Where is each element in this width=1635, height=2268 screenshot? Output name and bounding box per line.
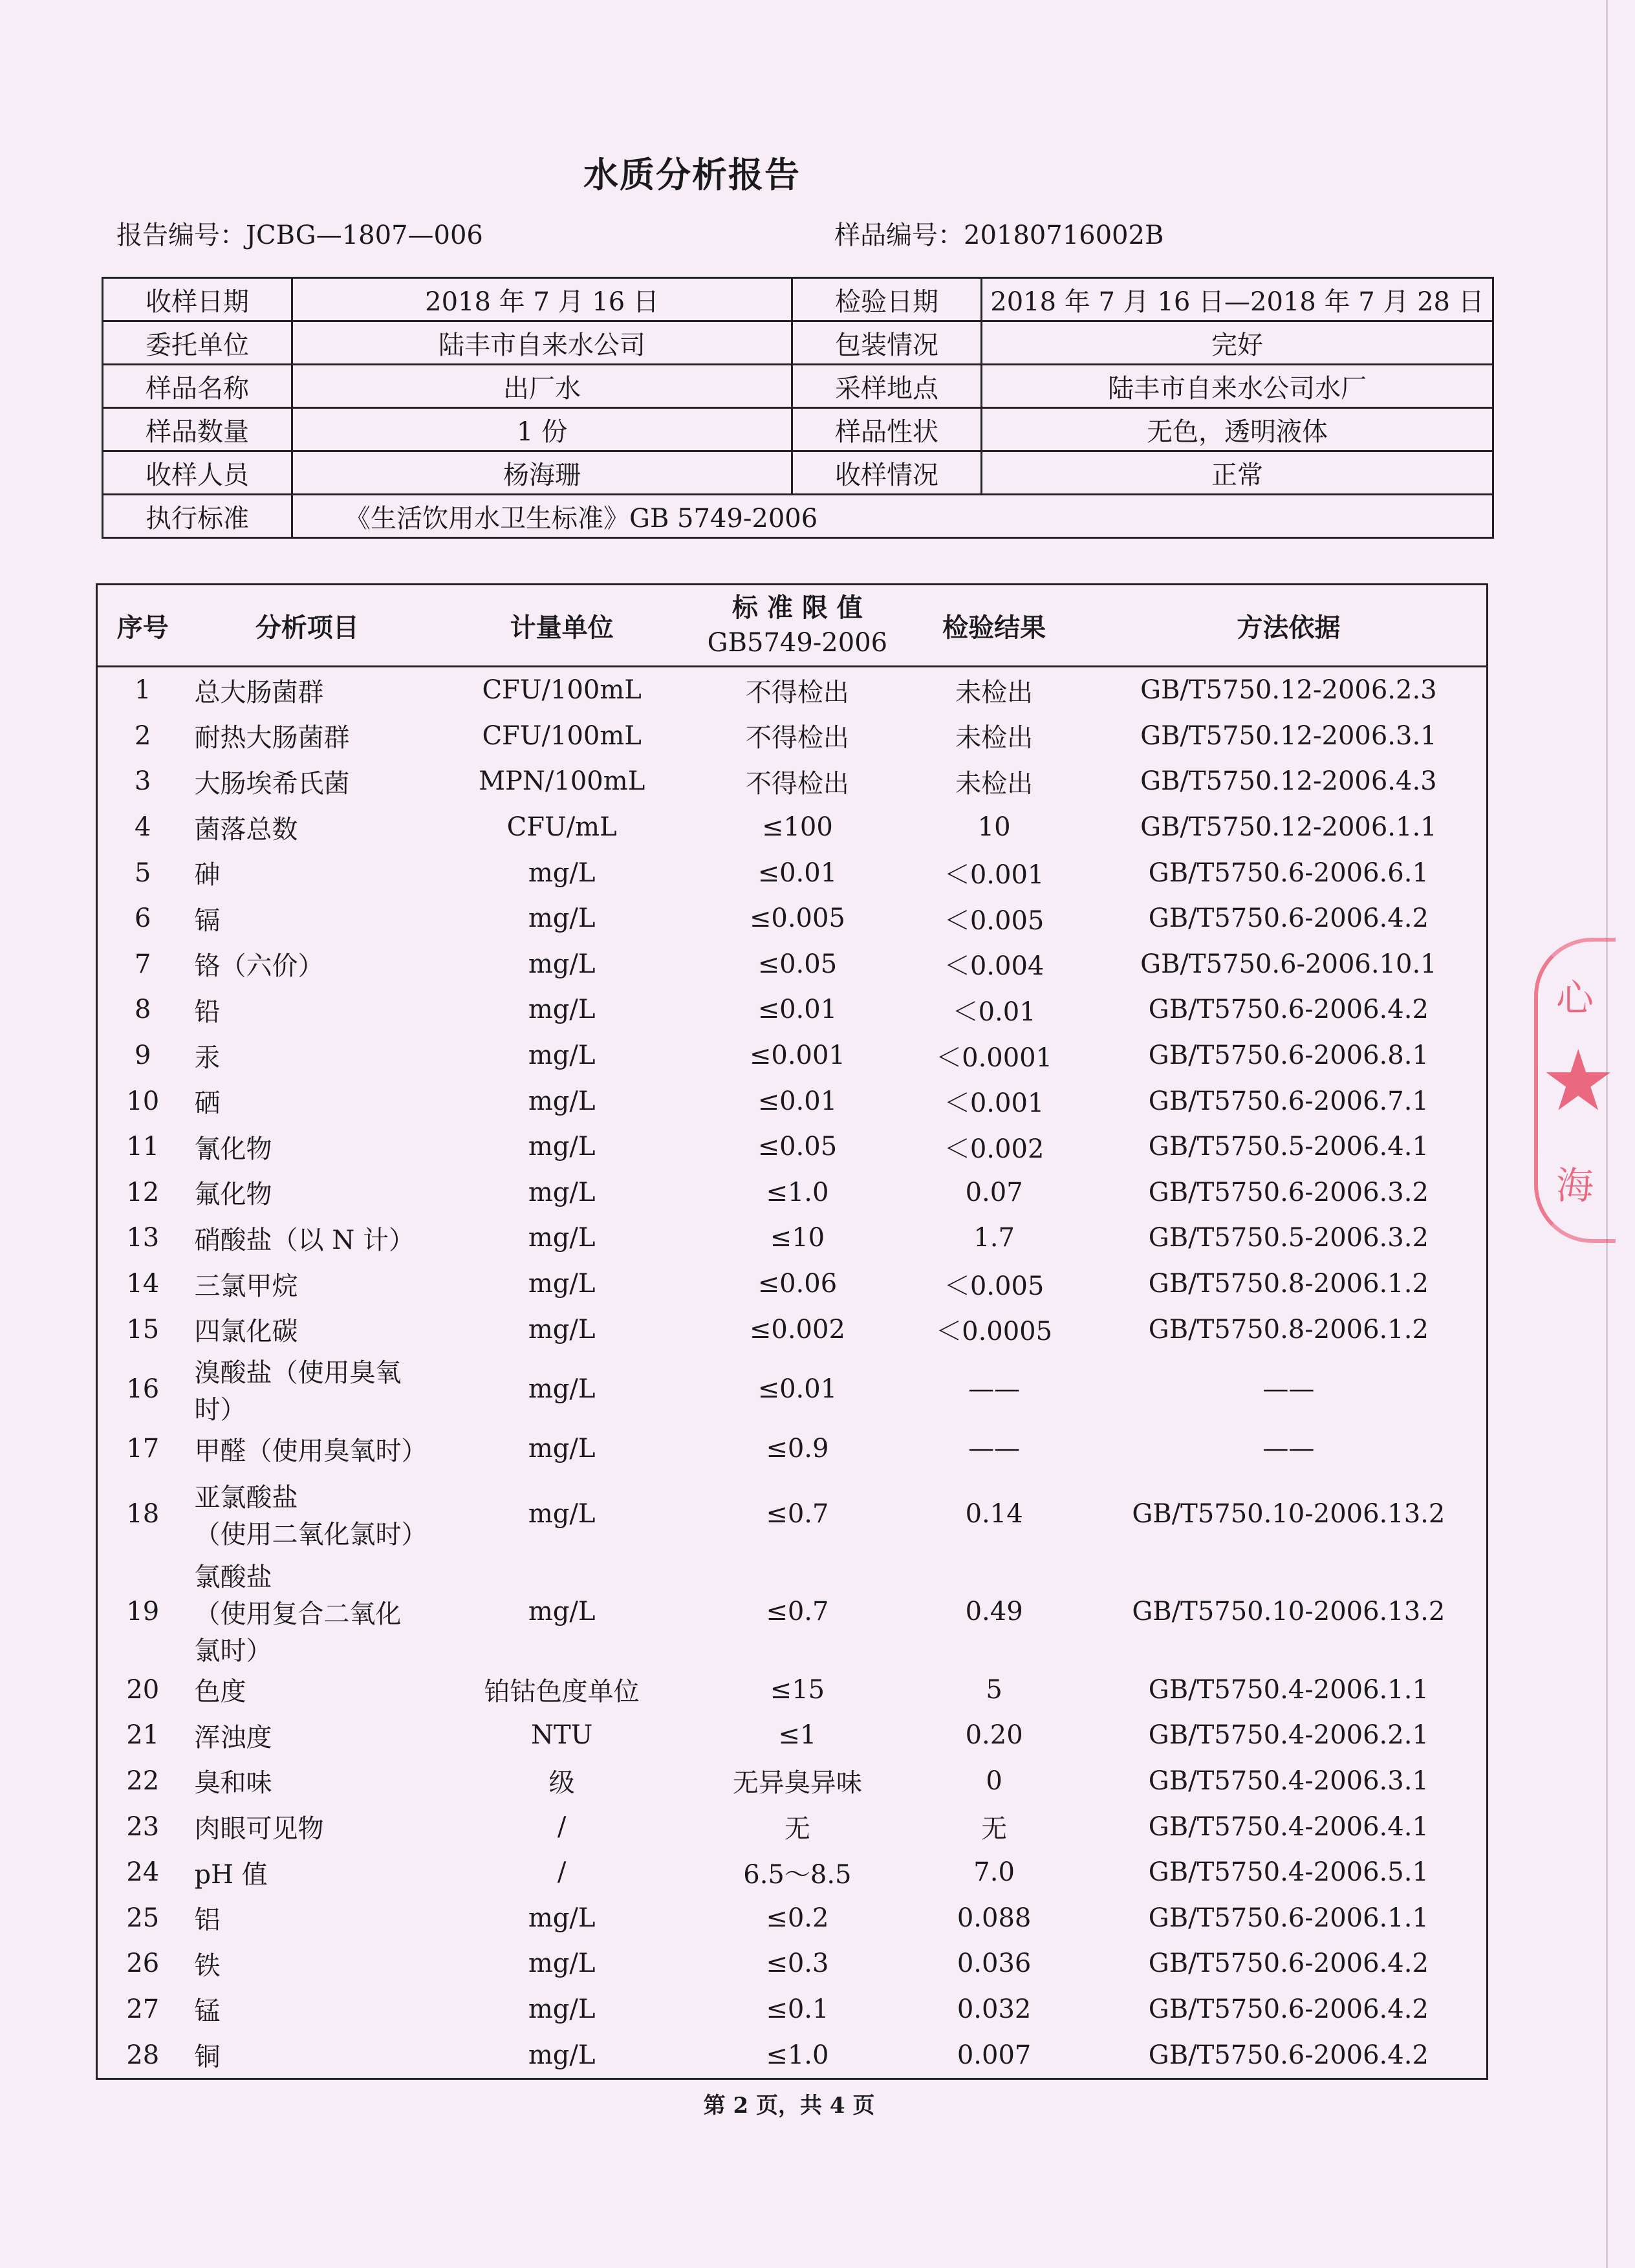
- info-row: [103, 451, 1493, 495]
- result-method: GB/T5750.4-2006.3.1: [1091, 1758, 1488, 1804]
- result-method: GB/T5750.6-2006.4.2: [1091, 1987, 1488, 2033]
- info-row-standard: [103, 495, 1493, 538]
- result-limit: ≤0.1: [766, 1994, 829, 2024]
- result-item: 砷: [194, 860, 221, 891]
- result-row: [97, 1850, 1488, 1895]
- sample-number: 样品编号：20180716002B: [834, 221, 1164, 250]
- result-row: [97, 1352, 1488, 1426]
- result-limit: ≤0.001: [749, 1041, 845, 1071]
- result-item: 甲醛（使用臭氧时）: [194, 1436, 428, 1466]
- result-limit: ≤0.2: [766, 1903, 829, 1933]
- result-method: GB/T5750.4-2006.1.1: [1091, 1667, 1488, 1713]
- result-limit: 不得检出: [745, 723, 849, 753]
- info-value: 2018 年 7 月 16 日—2018 年 7 月 28 日: [982, 278, 1493, 321]
- result-unit: mg/L: [528, 1314, 596, 1345]
- result-value: ＜0.005: [944, 905, 1045, 936]
- result-limit: 不得检出: [745, 768, 849, 799]
- result-item: 铜: [188, 2032, 427, 2079]
- result-value: 1.7: [973, 1223, 1015, 1253]
- result-limit: ≤0.01: [757, 858, 838, 888]
- result-method: GB/T5750.12-2006.1.1: [1091, 805, 1488, 850]
- result-method: GB/T5750.8-2006.1.2: [1091, 1306, 1488, 1352]
- result-value: ＜0.01: [952, 997, 1036, 1027]
- result-item: 四氯化碳: [194, 1317, 298, 1347]
- result-row: [97, 1712, 1488, 1758]
- result-value: 无: [981, 1814, 1008, 1844]
- result-row: [97, 1306, 1488, 1352]
- result-no: 20: [97, 1667, 188, 1713]
- result-item: 三氯甲烷: [194, 1271, 298, 1301]
- info-value: 杨海珊: [292, 451, 792, 495]
- result-row: [97, 1261, 1488, 1307]
- result-no: 27: [97, 1987, 188, 2033]
- result-item: 锰: [194, 1996, 221, 2027]
- result-method: GB/T5750.10-2006.13.2: [1091, 1557, 1488, 1667]
- result-limit: ≤0.05: [757, 949, 838, 979]
- result-no: 17: [97, 1426, 188, 1472]
- info-row: [103, 408, 1493, 451]
- result-method: GB/T5750.6-2006.4.2: [1091, 987, 1488, 1033]
- results-header-row: [97, 585, 1488, 667]
- result-unit: mg/L: [426, 2032, 697, 2079]
- result-method: GB/T5750.5-2006.3.2: [1091, 1215, 1488, 1261]
- result-item: 总大肠菌群: [194, 677, 324, 707]
- result-item: pH 值: [194, 1859, 268, 1890]
- result-no: 15: [97, 1306, 188, 1352]
- result-no: 16: [97, 1352, 188, 1426]
- result-no: 7: [97, 942, 188, 988]
- result-item: [188, 1472, 427, 1557]
- header-limit-line1: 标 准 限 值: [731, 592, 863, 623]
- result-unit: mg/L: [528, 995, 596, 1025]
- result-limit: 不得检出: [745, 677, 849, 707]
- result-method: GB/T5750.4-2006.4.1: [1091, 1804, 1488, 1850]
- analysis-results-table: [96, 583, 1488, 2080]
- result-no: 11: [97, 1124, 188, 1170]
- result-unit: mg/L: [528, 1086, 596, 1116]
- result-no: 26: [97, 1941, 188, 1987]
- info-label: 检验日期: [792, 278, 982, 321]
- result-value: ＜0.002: [944, 1134, 1045, 1164]
- info-label: 包装情况: [792, 321, 982, 365]
- result-limit: ≤15: [770, 1674, 825, 1705]
- result-no: 19: [97, 1557, 188, 1667]
- result-item: 硒: [194, 1088, 221, 1119]
- page-number: 第 2 页，共 4 页: [703, 2093, 875, 2119]
- header-limit-line2: GB5749-2006: [707, 628, 888, 658]
- result-row: [97, 987, 1488, 1033]
- result-value: ＜0.0005: [936, 1317, 1053, 1347]
- result-row: [97, 850, 1488, 896]
- result-limit: ≤0.05: [757, 1132, 838, 1162]
- header-item: 分析项目: [188, 585, 427, 667]
- info-value: 正常: [982, 451, 1493, 495]
- result-item-line2: （使用复合二氧化氯时）: [194, 1599, 402, 1666]
- result-limit: ≤0.9: [766, 1434, 829, 1464]
- result-item: 大肠埃希氏菌: [194, 768, 350, 799]
- result-row: [97, 1472, 1488, 1557]
- result-value: 0.14: [965, 1499, 1023, 1529]
- result-unit: mg/L: [528, 858, 596, 888]
- result-unit: mg/L: [528, 1177, 596, 1207]
- result-unit: mg/L: [528, 1434, 596, 1464]
- info-value: 无色，透明液体: [982, 408, 1493, 451]
- result-no: 5: [97, 850, 188, 896]
- result-item: 氰化物: [194, 1134, 272, 1164]
- result-unit: mg/L: [528, 1132, 596, 1162]
- info-label: 样品名称: [103, 365, 292, 408]
- result-limit: ≤0.01: [757, 995, 838, 1025]
- result-value: 0.088: [957, 1903, 1032, 1933]
- result-value: ＜0.004: [944, 951, 1045, 982]
- result-row: [97, 759, 1488, 805]
- result-limit: ≤0.7: [766, 1597, 829, 1626]
- result-unit: CFU/mL: [506, 812, 617, 843]
- info-row: [103, 321, 1493, 365]
- result-no: 13: [97, 1215, 188, 1261]
- result-no: 18: [97, 1472, 188, 1557]
- result-value: 0.007: [898, 2032, 1091, 2079]
- result-row: [97, 896, 1488, 942]
- result-row: [97, 1987, 1488, 2033]
- result-item: 硝酸盐（以 N 计）: [194, 1225, 415, 1255]
- result-unit: mg/L: [528, 1269, 596, 1299]
- info-label: 采样地点: [792, 365, 982, 408]
- result-value: ＜0.001: [944, 1088, 1045, 1119]
- result-value: 0.49: [965, 1597, 1023, 1626]
- result-item-line1: 氯酸盐: [194, 1562, 272, 1592]
- result-value: 未检出: [955, 768, 1034, 799]
- result-no: 9: [97, 1033, 188, 1079]
- result-item: 肉眼可见物: [194, 1814, 324, 1844]
- header-method: 方法依据: [1091, 585, 1488, 667]
- result-no: 21: [97, 1712, 188, 1758]
- result-row: [97, 1426, 1488, 1472]
- result-limit: ≤0.01: [757, 1086, 838, 1116]
- info-value: 陆丰市自来水公司: [292, 321, 792, 365]
- result-no: 22: [97, 1758, 188, 1804]
- result-method: GB/T5750.8-2006.1.2: [1091, 1261, 1488, 1307]
- result-row: [97, 1895, 1488, 1941]
- result-unit: /: [557, 1811, 567, 1842]
- result-no: 24: [97, 1850, 188, 1895]
- result-item: 汞: [194, 1042, 221, 1073]
- result-unit: mg/L: [528, 1374, 596, 1404]
- result-value: ＜0.005: [944, 1271, 1045, 1301]
- result-item: 溴酸盐（使用臭氧时）: [194, 1357, 402, 1425]
- result-row: [97, 1033, 1488, 1079]
- result-limit: ≤1: [778, 1720, 817, 1751]
- result-no: 28: [97, 2032, 188, 2079]
- result-method: GB/T5750.6-2006.8.1: [1091, 1033, 1488, 1079]
- result-value: ——: [968, 1434, 1021, 1464]
- result-no: 3: [97, 759, 188, 805]
- result-limit: ≤1.0: [766, 1177, 829, 1207]
- result-no: 1: [97, 667, 188, 713]
- result-unit: 级: [548, 1768, 575, 1798]
- result-value: ＜0.001: [944, 860, 1045, 891]
- result-row: [97, 667, 1488, 713]
- standard-value: 《生活饮用水卫生标准》GB 5749-2006: [292, 495, 1493, 538]
- info-row: [103, 365, 1493, 408]
- result-value: 5: [986, 1674, 1002, 1705]
- result-method: GB/T5750.6-2006.7.1: [1091, 1078, 1488, 1124]
- result-item: 铅: [194, 997, 221, 1027]
- header-unit: 计量单位: [426, 585, 697, 667]
- result-row: [97, 942, 1488, 988]
- result-no: 14: [97, 1261, 188, 1307]
- info-value: 出厂水: [292, 365, 792, 408]
- result-value: 0.032: [957, 1994, 1032, 2024]
- result-limit: ≤0.7: [766, 1499, 829, 1529]
- result-value: ＜0.0001: [936, 1042, 1053, 1073]
- result-no: 8: [97, 987, 188, 1033]
- result-limit: 6.5～8.5: [743, 1859, 852, 1890]
- seal-character: 心: [1556, 976, 1594, 1020]
- result-item: 铬（六价）: [194, 951, 324, 982]
- result-row: [97, 1170, 1488, 1216]
- result-row: [97, 1758, 1488, 1804]
- result-unit: NTU: [530, 1720, 593, 1751]
- result-unit: mg/L: [528, 1949, 596, 1979]
- result-limit: 无异臭异味: [732, 1768, 862, 1798]
- result-unit: 铂钴色度单位: [484, 1677, 640, 1707]
- header-result: 检验结果: [898, 585, 1091, 667]
- result-no: 4: [97, 805, 188, 850]
- info-label: 样品性状: [792, 408, 982, 451]
- result-unit: CFU/100mL: [482, 675, 642, 706]
- result-item: 镉: [194, 905, 221, 936]
- result-value: 0.20: [965, 1720, 1023, 1751]
- result-method: GB/T5750.10-2006.13.2: [1091, 1472, 1488, 1557]
- result-method: GB/T5750.4-2006.5.1: [1091, 1850, 1488, 1895]
- result-unit: mg/L: [528, 1223, 596, 1253]
- info-label: 收样情况: [792, 451, 982, 495]
- result-unit: mg/L: [528, 1903, 596, 1933]
- result-row: [97, 1215, 1488, 1261]
- result-unit: mg/L: [528, 1597, 596, 1626]
- header-limit: [697, 585, 897, 667]
- result-row: [97, 1941, 1488, 1987]
- result-no: 2: [97, 713, 188, 759]
- result-unit: mg/L: [528, 1499, 596, 1529]
- result-limit: ≤0.01: [757, 1374, 838, 1404]
- result-value: 10: [977, 812, 1011, 843]
- info-value: 1 份: [292, 408, 792, 451]
- result-method: GB/T5750.6-2006.6.1: [1091, 850, 1488, 896]
- info-row: [103, 278, 1493, 321]
- result-value: 0: [986, 1766, 1002, 1796]
- seal-star-icon: ★: [1541, 1031, 1616, 1130]
- seal-character: 海: [1556, 1163, 1594, 1207]
- result-unit: mg/L: [528, 903, 596, 934]
- result-item-line1: 亚氯酸盐: [194, 1483, 298, 1513]
- result-method: ——: [1091, 1426, 1488, 1472]
- result-unit: mg/L: [528, 949, 596, 979]
- result-value: 0.07: [965, 1177, 1023, 1207]
- result-limit: ≤0.002: [749, 1314, 845, 1345]
- result-row: [97, 713, 1488, 759]
- result-method: GB/T5750.6-2006.3.2: [1091, 1170, 1488, 1216]
- result-method: GB/T5750.4-2006.2.1: [1091, 1712, 1488, 1758]
- result-row: [97, 1557, 1488, 1667]
- result-unit: mg/L: [528, 1994, 596, 2024]
- info-label: 委托单位: [103, 321, 292, 365]
- result-method: GB/T5750.12-2006.3.1: [1091, 713, 1488, 759]
- result-value: 0.036: [957, 1949, 1032, 1979]
- result-limit: ≤10: [770, 1223, 825, 1253]
- result-item: 耐热大肠菌群: [194, 723, 350, 753]
- result-row: [97, 1078, 1488, 1124]
- result-limit: ≤0.3: [766, 1949, 829, 1979]
- result-no: 6: [97, 896, 188, 942]
- result-no: 23: [97, 1804, 188, 1850]
- info-value: 2018 年 7 月 16 日: [292, 278, 792, 321]
- result-method: GB/T5750.6-2006.4.2: [1091, 896, 1488, 942]
- result-method: GB/T5750.12-2006.4.3: [1091, 759, 1488, 805]
- result-limit: ≤100: [761, 812, 833, 843]
- info-value: 完好: [982, 321, 1493, 365]
- result-row: [97, 2032, 1488, 2079]
- official-seal: [1534, 938, 1616, 1243]
- result-item: 氟化物: [194, 1180, 272, 1210]
- result-limit: ≤1.0: [697, 2032, 897, 2079]
- result-method: GB/T5750.6-2006.4.2: [1091, 2032, 1488, 2079]
- result-no: 12: [97, 1170, 188, 1216]
- result-method: GB/T5750.5-2006.4.1: [1091, 1124, 1488, 1170]
- result-row: [97, 1667, 1488, 1713]
- result-item: 臭和味: [194, 1768, 272, 1798]
- result-value: 7.0: [973, 1857, 1015, 1888]
- info-value: 陆丰市自来水公司水厂: [982, 365, 1493, 408]
- result-method: GB/T5750.12-2006.2.3: [1091, 667, 1488, 713]
- result-method: GB/T5750.6-2006.1.1: [1091, 1895, 1488, 1941]
- info-label: 收样人员: [103, 451, 292, 495]
- result-row: [97, 805, 1488, 850]
- result-item: 色度: [194, 1677, 246, 1707]
- result-row: [97, 1124, 1488, 1170]
- result-unit: /: [557, 1857, 567, 1888]
- standard-label: 执行标准: [103, 495, 292, 538]
- result-value: 未检出: [955, 723, 1034, 753]
- result-item: 浑浊度: [194, 1722, 272, 1753]
- result-unit: CFU/100mL: [482, 720, 642, 751]
- info-label: 样品数量: [103, 408, 292, 451]
- result-no: 25: [97, 1895, 188, 1941]
- result-method: ——: [1091, 1352, 1488, 1426]
- result-method: GB/T5750.6-2006.4.2: [1091, 1941, 1488, 1987]
- result-item: [188, 1557, 427, 1667]
- result-no: 10: [97, 1078, 188, 1124]
- result-unit: mg/L: [528, 1041, 596, 1071]
- results-body: [97, 667, 1488, 2079]
- result-item: 铝: [194, 1905, 221, 1936]
- sample-info-table: [102, 277, 1494, 539]
- result-value: 未检出: [955, 677, 1034, 707]
- result-limit: ≤0.005: [749, 903, 845, 934]
- result-method: GB/T5750.6-2006.10.1: [1091, 942, 1488, 988]
- result-item: 菌落总数: [194, 814, 298, 845]
- result-item-line2: （使用二氧化氯时）: [194, 1520, 428, 1550]
- report-title: 水质分析报告: [583, 154, 801, 195]
- result-value: ——: [968, 1374, 1021, 1404]
- result-limit: 无: [784, 1814, 810, 1844]
- report-number: 报告编号：JCBG—1807—006: [116, 221, 483, 250]
- result-row: [97, 1804, 1488, 1850]
- result-unit: MPN/100mL: [479, 766, 645, 797]
- header-no: 序号: [97, 585, 188, 667]
- result-limit: ≤0.06: [757, 1269, 838, 1299]
- result-item: 铁: [194, 1950, 221, 1981]
- info-label: 收样日期: [103, 278, 292, 321]
